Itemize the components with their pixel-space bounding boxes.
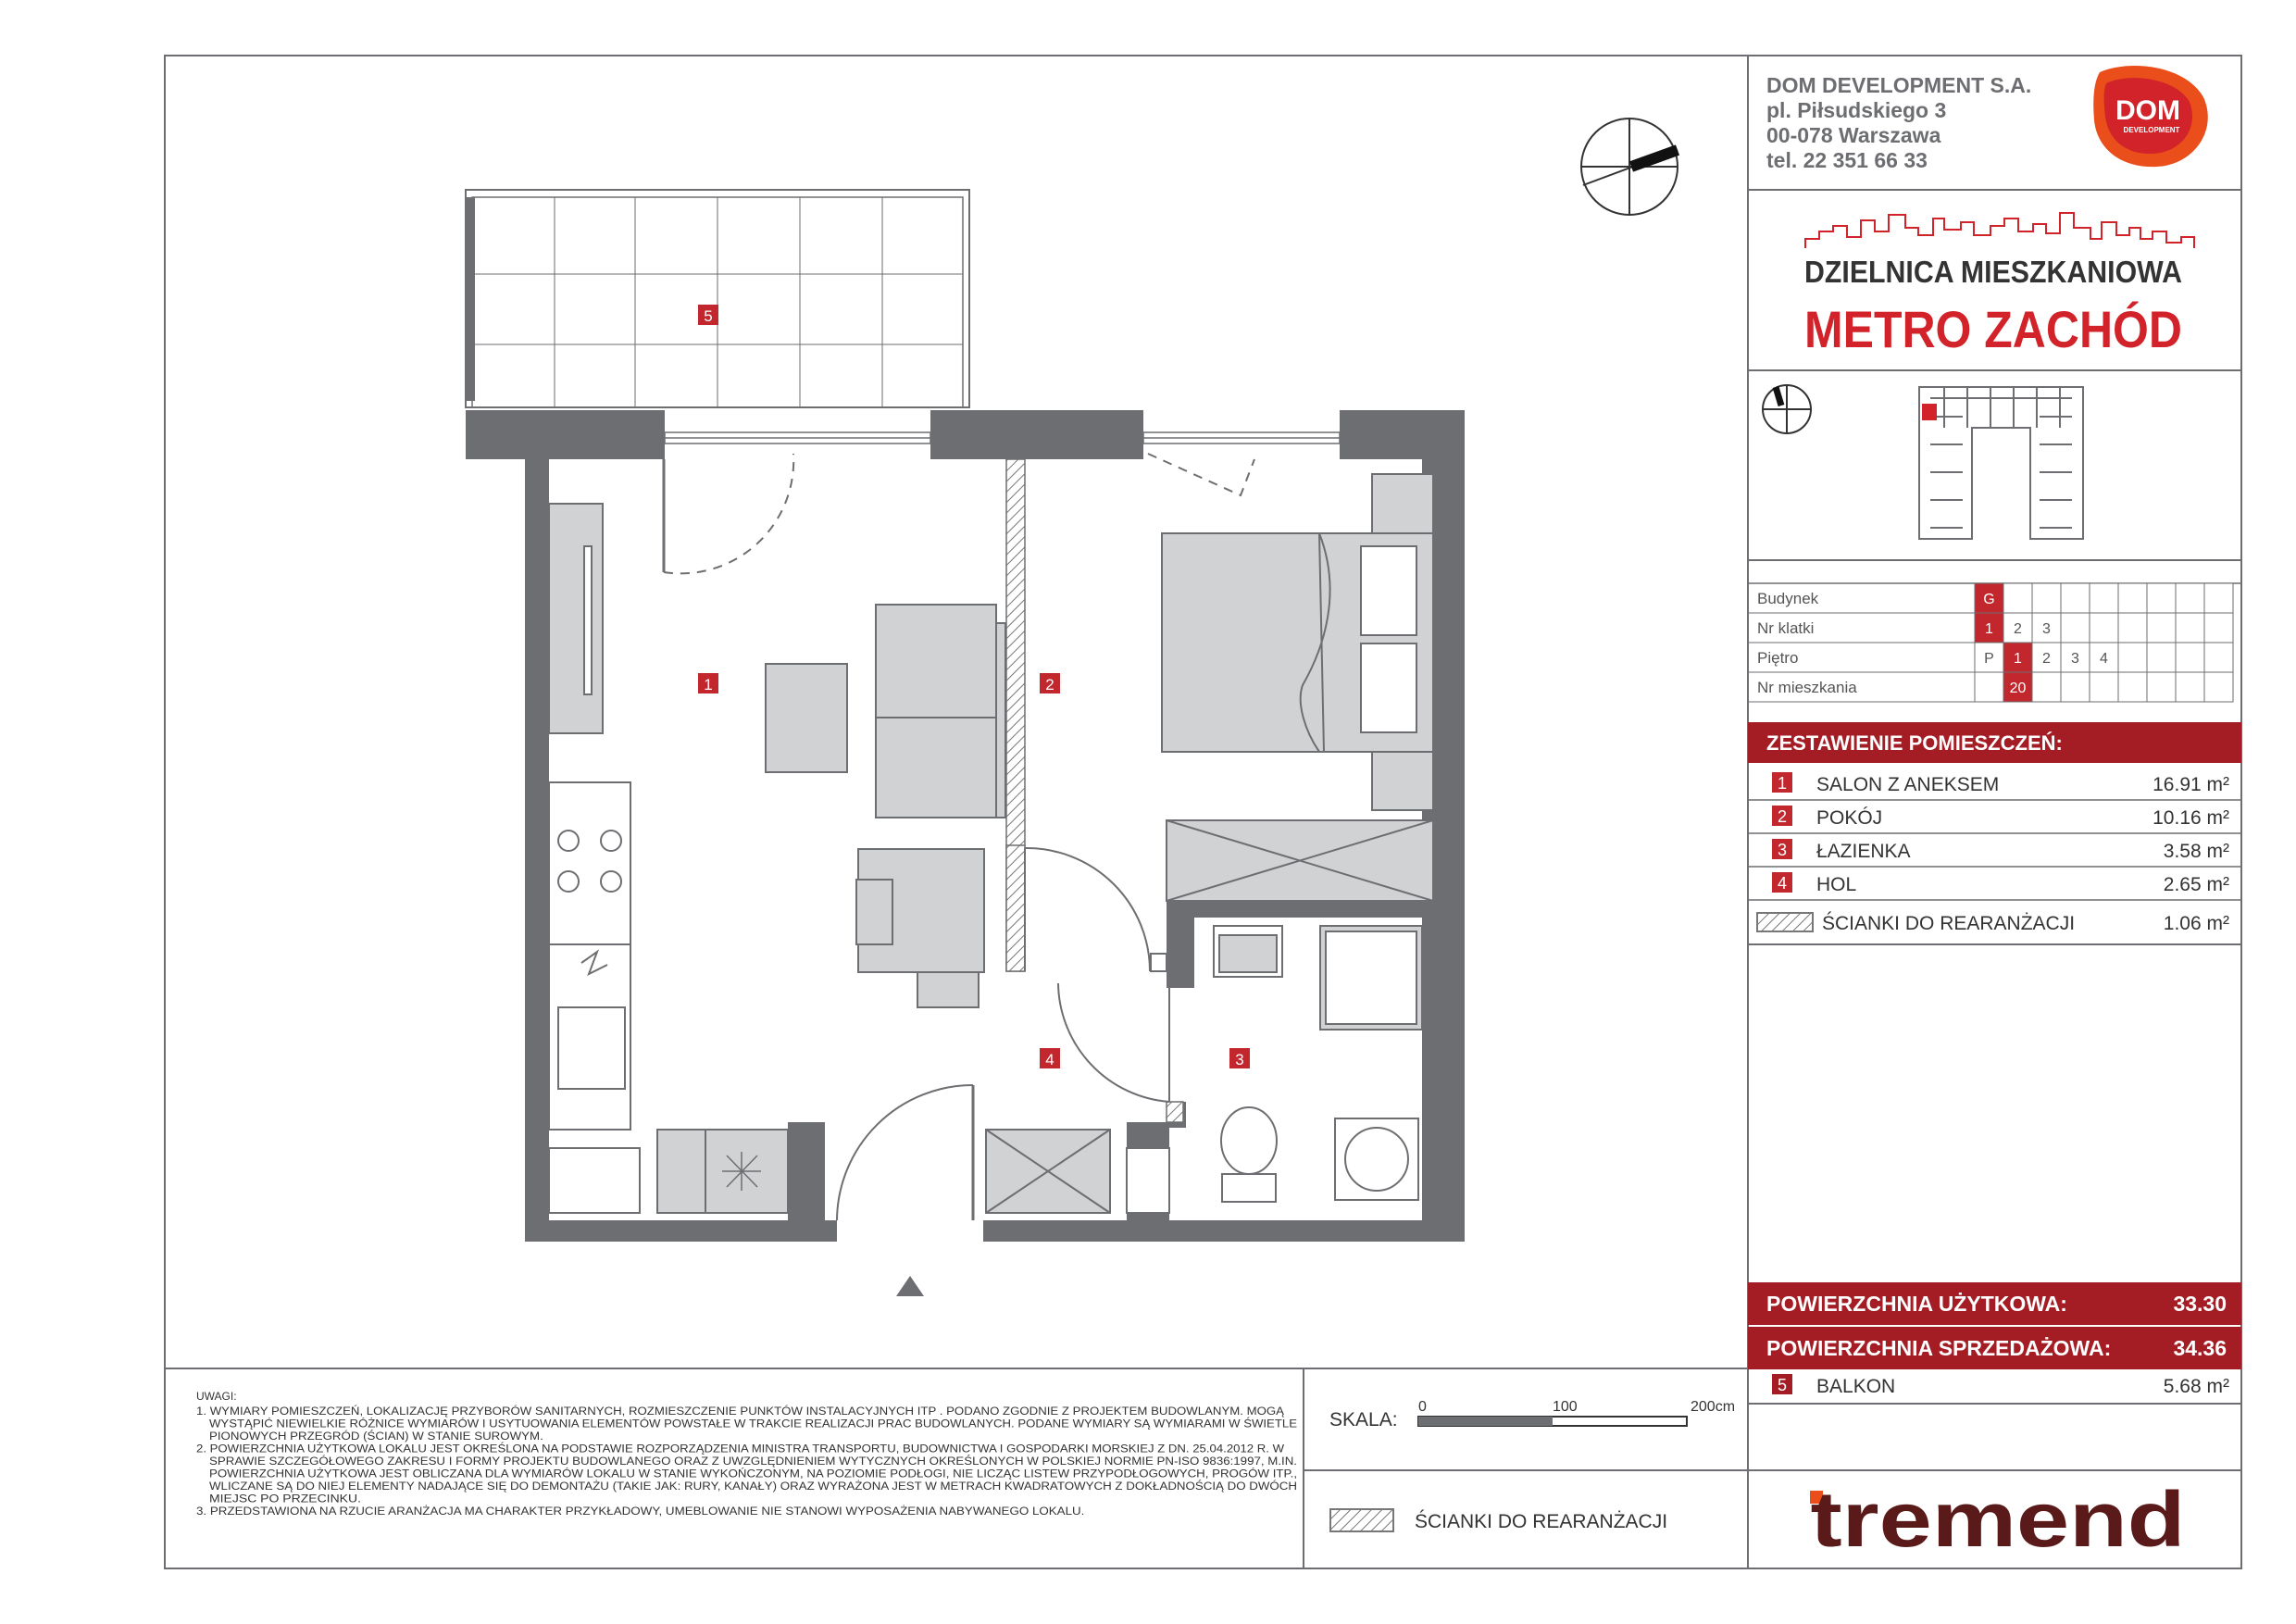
room-num: 1 <box>1777 774 1788 793</box>
locator-cell <box>2204 613 2233 643</box>
door-pokoj <box>1025 848 1167 971</box>
plan-room-number: 2 <box>1045 676 1054 693</box>
locator-cell <box>2204 672 2233 702</box>
locator-cell-value: 1 <box>2014 651 2022 667</box>
locator-cell-value: 3 <box>2042 621 2051 637</box>
note-line: 3. PRZEDSTAWIONA NA RZUCIE ARANŻACJA MA CHARAKTER PRZYKŁADOWY, UMEBLOWANIE NIE STANOWI WYPOSAŻENIA NABYWANEGO LOKALU. <box>196 1506 961 1518</box>
rooms-header: ZESTAWIENIE POMIESZCZEŃ: <box>1766 731 2063 755</box>
locator-cell <box>2061 672 2090 702</box>
door-entrance <box>837 1085 973 1220</box>
locator-cell <box>2090 672 2118 702</box>
locator-cell <box>2032 672 2061 702</box>
plan-room-number: 4 <box>1045 1051 1054 1068</box>
scale-label: SKALA: <box>1329 1409 1398 1430</box>
rearrangeable-wall-3 <box>1167 1102 1183 1122</box>
locator-cell <box>2118 672 2147 702</box>
locator-cell <box>1975 672 2003 702</box>
locator-cell-value: 4 <box>2100 651 2108 667</box>
room-area: 2.65 m² <box>2163 874 2229 895</box>
footer-walls-swatch <box>1330 1509 1393 1531</box>
locator-row-label: Nr klatki <box>1757 619 1815 637</box>
locator-cell <box>2176 643 2204 672</box>
locator-cell <box>2090 583 2118 613</box>
notes-lines <box>196 1405 1297 1518</box>
locator-row-label: Budynek <box>1757 590 1819 607</box>
compass-small-icon <box>1763 385 1811 433</box>
locator-table <box>1748 583 2241 702</box>
locator-cell <box>2061 583 2090 613</box>
plan-room-number: 3 <box>1235 1051 1244 1068</box>
balcony-name: BALKON <box>1816 1376 1896 1397</box>
locator-cell <box>2147 583 2176 613</box>
locator-cell-value: 20 <box>2009 681 2027 696</box>
project-line1: DZIELNICA MIESZKANIOWA <box>1804 255 2182 289</box>
locator-cell <box>2118 613 2147 643</box>
room-name: POKÓJ <box>1816 807 1883 829</box>
locator-cell <box>2061 613 2090 643</box>
skyline-graphic <box>1805 213 2194 248</box>
plan-room-number: 5 <box>704 307 713 325</box>
room-name: ŁAZIENKA <box>1816 841 1911 862</box>
note-line: WYSTĄPIĆ NIEWIELKIE RÓŻNICE WYMIARÓW I USYTUOWANIA ELEMENTÓW POWSTAŁE W TRAKCIE REALIZACJI PRAC BUDOWLANYCH. PODANE WYMIARY SĄ WYMIARAMI W ŚWIETLE <box>209 1418 1160 1430</box>
keyplan-highlight <box>1922 404 1937 420</box>
room-area: 3.58 m² <box>2163 841 2229 862</box>
company-name: DOM DEVELOPMENT S.A. <box>1766 73 2032 97</box>
door-pokoj-balcony <box>1148 454 1254 495</box>
locator-cell <box>2204 583 2233 613</box>
company-phone: tel. 22 351 66 33 <box>1766 148 1928 172</box>
locator-cell-value: 2 <box>2014 621 2022 637</box>
sales-area-label: POWIERZCHNIA SPRZEDAŻOWA: <box>1766 1336 2112 1360</box>
locator-cell-value: 2 <box>2042 651 2051 667</box>
usable-area-value: 33.30 <box>2173 1292 2227 1316</box>
walls-legend-swatch <box>1757 913 1813 931</box>
locator-cell <box>2118 583 2147 613</box>
notes-title: UWAGI: <box>196 1390 237 1403</box>
locator-cell <box>2147 672 2176 702</box>
bedroom-furniture <box>1162 474 1433 901</box>
door-balcony <box>664 454 793 573</box>
scale-tick-200: 200cm <box>1691 1399 1736 1415</box>
tremend-name: tremend <box>1810 1476 2186 1563</box>
project-line2: METRO ZACHÓD <box>1804 300 2182 358</box>
room-num: 2 <box>1777 807 1788 826</box>
locator-cell-value: P <box>1984 651 1994 667</box>
locator-cell <box>2147 643 2176 672</box>
building-keyplan <box>1919 387 2083 539</box>
locator-cell-value: 3 <box>2071 651 2079 667</box>
note-line: 1. WYMIARY POMIESZCZEŃ, LOKALIZACJĘ PRZYBORÓW SANITARNYCH, ROZMIESZCZENIE PUNKTÓW INSTALACYJNYCH ITP . PODANO ZGODNIE Z PROJEKTEM BUDOWLANYM. MOGĄ <box>196 1406 1143 1418</box>
kitchen-lower <box>549 1130 788 1213</box>
locator-cell <box>2003 583 2032 613</box>
logo-dom-text: DOM <box>2115 95 2180 126</box>
note-line: POWIERZCHNIA UŻYTKOWA JEST OBLICZANA DLA WYMIARÓW LOKALU W STANIE WYKOŃCZONYM, NA POZIOMIE PODŁOGI, NIE LICZĄC LISTEW PRZYPODŁOGOWYCH, PROGÓW ITP., <box>209 1468 1153 1480</box>
kitchen <box>549 504 630 1130</box>
note-line: MIEJSC PO PRZECINKU. <box>209 1493 361 1505</box>
locator-cell <box>2176 672 2204 702</box>
locator-cell-value: G <box>1983 592 1995 607</box>
floor-plan <box>466 190 1465 1296</box>
room-num: 4 <box>1777 874 1788 893</box>
compass-north-icon <box>1581 119 1678 215</box>
locator-cell <box>2032 583 2061 613</box>
window-pokoj <box>1143 432 1340 443</box>
locator-row-label: Piętro <box>1757 649 1799 667</box>
room-area: 16.91 m² <box>2152 774 2229 795</box>
locator-row-label: Nr mieszkania <box>1757 679 1857 696</box>
scale-tick-100: 100 <box>1553 1399 1578 1415</box>
sales-area-value: 34.36 <box>2173 1336 2227 1360</box>
walls-name: ŚCIANKI DO REARANŻACJI <box>1822 913 2076 934</box>
locator-cell <box>2176 613 2204 643</box>
dom-development-logo <box>2093 66 2208 167</box>
company-street: pl. Piłsudskiego 3 <box>1766 98 1947 122</box>
entrance-arrow-icon <box>896 1276 924 1296</box>
scale-bar-fill <box>1418 1417 1553 1426</box>
plan-room-number: 1 <box>704 676 713 693</box>
balcony-area <box>466 190 969 407</box>
usable-area-label: POWIERZCHNIA UŻYTKOWA: <box>1766 1292 2067 1316</box>
room-area: 10.16 m² <box>2152 807 2229 829</box>
walls-area: 1.06 m² <box>2163 913 2229 934</box>
note-line: SPRAWIE SZCZEGÓŁOWEGO ZAKRESU I FORMY PROJEKTU BUDOWLANEGO ORAZ Z UWZGLĘDNIENIEM WYTYCZNYCH OKREŚLONYCH W POLSKIEJ NORMIE PN-ISO 9836:1997, M.IN. <box>209 1456 1151 1468</box>
door-bathroom <box>1058 981 1169 1102</box>
balcony-rail <box>466 197 475 401</box>
salon-furniture <box>766 605 1005 1007</box>
note-line: WLICZANE SĄ DO NIEJ ELEMENTY NADAJĄCE SIĘ DO DEMONTAŻU (TAKIE JAK: RURY, KANAŁY) ORAZ WYRAŻONA JEST W METRACH KWADRATOWYCH Z DOKŁADNOŚCIĄ DO DWÓCH <box>209 1481 1150 1493</box>
window-salon <box>665 432 930 443</box>
locator-cell <box>2204 643 2233 672</box>
footer-walls-label: ŚCIANKI DO REARANŻACJI <box>1415 1511 1668 1532</box>
note-line: PIONOWYCH PRZEGRÓD (ŚCIAN) W STANIE SUROWYM. <box>209 1431 499 1443</box>
locator-cell <box>2118 643 2147 672</box>
room-name: HOL <box>1816 874 1857 895</box>
rooms-list <box>1748 772 2241 900</box>
room-num: 3 <box>1777 841 1788 859</box>
balcony-num: 5 <box>1777 1376 1788 1394</box>
tremend-logo <box>1810 1476 2186 1563</box>
company-city: 00-078 Warszawa <box>1766 123 1941 147</box>
locator-cell <box>2147 613 2176 643</box>
logo-development-text: DEVELOPMENT <box>2123 126 2180 134</box>
rearrangeable-wall-2 <box>1006 845 1025 971</box>
locator-cell <box>2090 613 2118 643</box>
balcony-area: 5.68 m² <box>2163 1376 2229 1397</box>
room-name: SALON Z ANEKSEM <box>1816 774 2000 795</box>
locator-cell <box>2176 583 2204 613</box>
scale-tick-0: 0 <box>1418 1399 1427 1415</box>
locator-cell-value: 1 <box>1985 621 1993 637</box>
note-line: 2. POWIERZCHNIA UŻYTKOWA LOKALU JEST OKREŚLONA NA PODSTAWIE ROZPORZĄDZENIA MINISTRA TRANSPORTU, BUDOWNICTWA I GOSPODARKI MORSKIEJ Z DN. 25.04.2012 R. W <box>196 1443 1147 1455</box>
